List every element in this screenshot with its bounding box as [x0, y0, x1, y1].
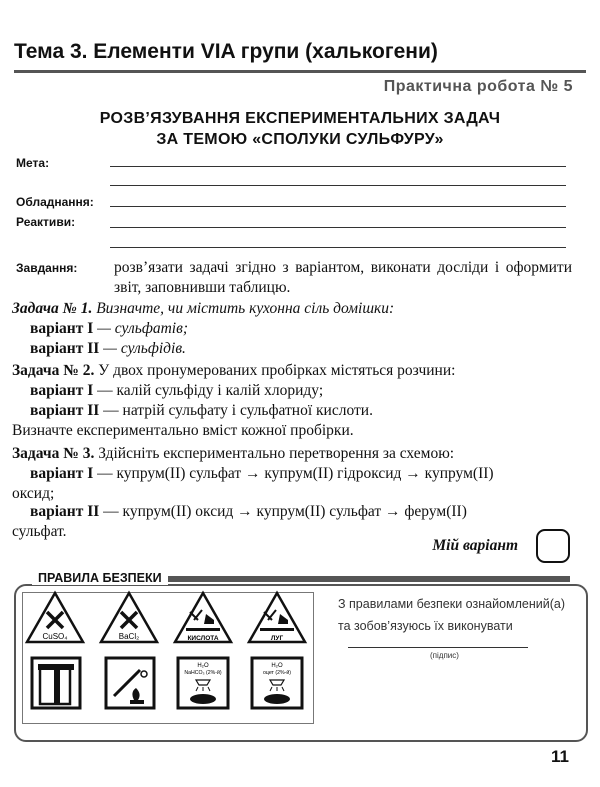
reagents-label: Реактиви: [16, 215, 76, 229]
corrosive-acid-icon [172, 590, 234, 646]
skin-rinse-nahco3-icon [176, 656, 230, 710]
problem-2-text: У двох пронумерованих пробірках містяться розчини: [94, 362, 456, 379]
title-line-1: РОЗВ’ЯЗУВАННЯ ЕКСПЕРИМЕНТАЛЬНИХ ЗАДАЧ [99, 110, 501, 127]
signature-label: (підпис) [430, 651, 459, 660]
problem-1-variant-2 [30, 340, 186, 358]
corrosive-alkali-icon [246, 590, 308, 646]
problem-2-conclusion: Визначте експериментально вміст кожної пробірки. [12, 422, 354, 439]
variant-text: — натрій сульфату і сульфатної кислоти. [99, 402, 373, 419]
problem-1 [12, 300, 394, 318]
variant-label: варіант І [30, 320, 94, 337]
equipment-label: Обладнання: [16, 195, 94, 209]
signature-line[interactable] [348, 647, 528, 648]
problem-1-label: Задача № 1. [12, 300, 93, 317]
task-text: розв’язати задачі згідно з варіантом, виконати досліди і оформити звіт, заповнивши таблицю. [114, 259, 572, 296]
safety-title: ПРАВИЛА БЕЗПЕКИ [32, 571, 168, 585]
problem-2 [12, 362, 455, 380]
variant-text: — сульфатів; [93, 320, 188, 337]
title-line-2: ЗА ТЕМОЮ «СПОЛУКИ СУЛЬФУРУ» [156, 131, 444, 148]
variant-text: — сульфідів. [99, 340, 186, 357]
page-number: 11 [551, 747, 569, 766]
problem-1-text: Визначте, чи містить кухонна сіль домішки: [92, 300, 395, 317]
acid-label: КИСЛОТА [187, 635, 219, 642]
problem-1-variant-1 [30, 320, 188, 338]
problem-2-variant-2 [30, 402, 373, 420]
goal-line-1[interactable] [110, 166, 566, 167]
heating-test-tube-icon [104, 656, 156, 710]
skin-rinse-vinegar-icon [250, 656, 304, 710]
nahco3-solution-label: NaHCO₃ (2%-й) [184, 670, 222, 676]
problem-2-variant-1 [30, 382, 323, 400]
variant-label: варіант І [30, 465, 94, 482]
consent-line-1: З правилами безпеки ознайомлений(а) [338, 597, 566, 611]
problem-2-label: Задача № 2. [12, 362, 95, 379]
problem-3-variant-1 [30, 465, 494, 483]
safety-title-bar [155, 576, 570, 582]
reagents-line-1[interactable] [110, 227, 566, 228]
topic-heading: Тема 3. Елементи VIA групи (халькогени) [14, 40, 438, 63]
goal-line-2[interactable] [110, 185, 566, 186]
heading-rule [14, 70, 586, 73]
problem-3-variant-2 [30, 503, 467, 521]
problem-3 [12, 445, 454, 463]
fume-hood-icon [30, 656, 82, 710]
alkali-label: ЛУГ [270, 635, 284, 642]
variant-text: — купрум(ІІ) оксид → купрум(ІІ) сульфат → ферум(ІІ) [99, 503, 467, 520]
vinegar-solution-label: оцет (2%-й) [263, 670, 291, 676]
problem-3-label: Задача № 3. [12, 445, 95, 462]
variant-label: варіант І [30, 382, 94, 399]
harmful-cuso4-icon [24, 590, 86, 646]
goal-label: Мета: [16, 156, 50, 170]
variant-text: — калій сульфіду і калій хлориду; [93, 382, 324, 399]
variant-text: — купрум(ІІ) сульфат → купрум(ІІ) гідроксид → купрум(ІІ) [93, 465, 494, 482]
vinegar-water-label: H₂O [271, 663, 283, 669]
variant-label: варіант ІІ [30, 402, 100, 419]
safety-consent [338, 593, 565, 637]
my-variant-label: Мій варіант [432, 537, 518, 554]
my-variant-box[interactable] [536, 529, 570, 563]
equipment-line[interactable] [110, 206, 566, 207]
practical-work-label: Практична робота № 5 [383, 78, 573, 95]
consent-line-2: та зобов’язуюсь їх виконувати [338, 619, 513, 633]
cuso4-label: CuSO₄ [42, 632, 68, 641]
task-label: Завдання: [16, 261, 78, 275]
harmful-bacl2-icon [98, 590, 160, 646]
variant-label: варіант ІІ [30, 340, 100, 357]
nahco3-water-label: H₂O [197, 663, 209, 669]
problem-3-variant-1-cont: оксид; [12, 485, 55, 502]
reagents-line-2[interactable] [110, 247, 566, 248]
problem-3-text: Здійсніть експериментально перетворення за схемою: [94, 445, 455, 462]
bacl2-label: BaCl₂ [118, 632, 140, 641]
problem-3-variant-2-cont: сульфат. [12, 523, 67, 540]
variant-label: варіант ІІ [30, 503, 100, 520]
